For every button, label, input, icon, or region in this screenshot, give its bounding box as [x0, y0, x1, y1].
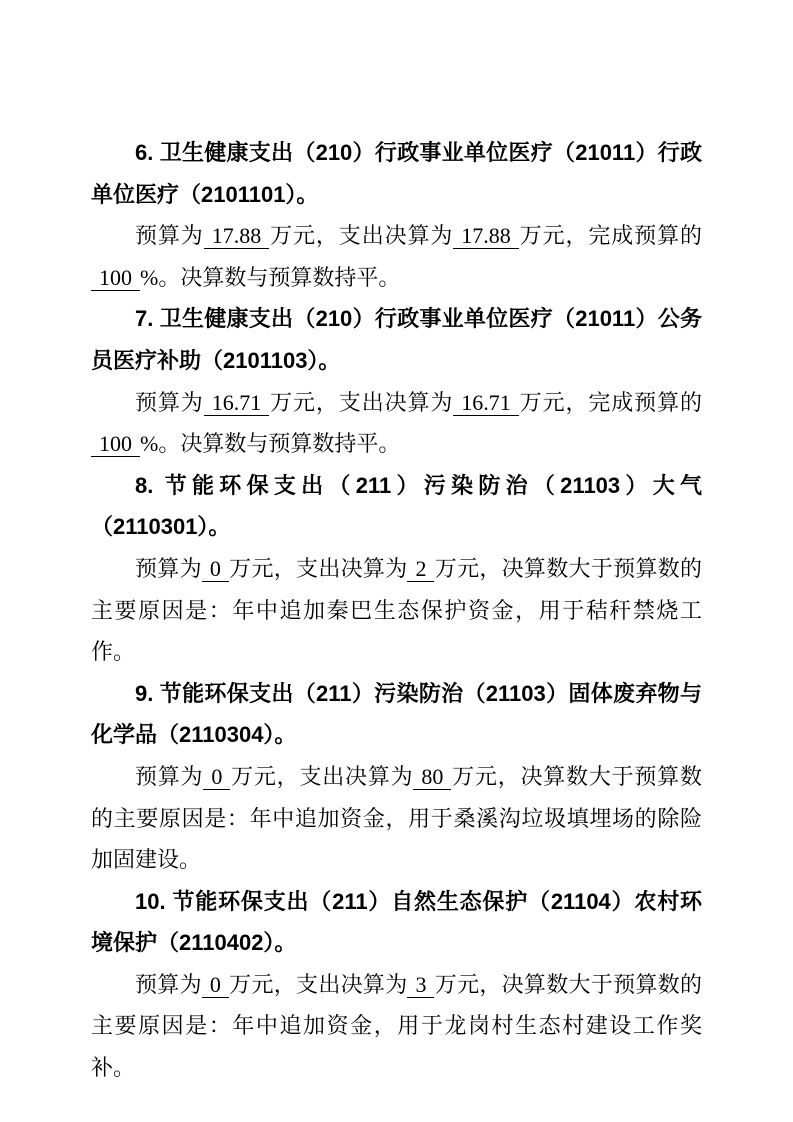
expenditure-label-text: 万元，支出决算为	[269, 223, 454, 249]
trailing-text: %。决算数与预算数持平。	[140, 431, 401, 457]
expenditure-label-text: 万元，支出决算为	[230, 763, 414, 789]
section-10-heading: 10. 节能环保支出（211）自然生态保护（21104）农村环境保护（2110402）。	[91, 888, 702, 956]
budget-amount: 16.71	[204, 390, 270, 416]
expenditure-label-text: 万元，支出决算为	[269, 389, 454, 415]
final-amount: 80	[413, 764, 451, 790]
document-content	[91, 132, 702, 1089]
expenditure-label-text: 万元，支出决算为	[228, 555, 408, 581]
section-6-heading: 6. 卫生健康支出（210）行政事业单位医疗（21011）行政单位医疗（2101101）。	[91, 140, 702, 207]
final-amount: 3	[407, 972, 434, 998]
budget-label-text: 预算为	[135, 763, 204, 789]
budget-amount: 0	[202, 556, 229, 582]
completion-label-text: 万元，完成预算的	[518, 223, 702, 249]
completion-label-text: 万元，完成预算的	[518, 389, 702, 415]
expenditure-label-text: 万元，支出决算为	[228, 971, 408, 997]
budget-amount: 17.88	[204, 223, 270, 249]
budget-label-text: 预算为	[135, 971, 202, 997]
completion-percent: 100	[91, 265, 140, 291]
section-7-heading: 7. 卫生健康支出（210）行政事业单位医疗（21011）公务员医疗补助（2101103）。	[91, 306, 702, 373]
budget-label-text: 预算为	[135, 555, 202, 581]
section-9	[91, 673, 702, 881]
budget-label-text: 预算为	[135, 389, 204, 415]
section-9-body	[91, 756, 702, 881]
budget-label-text: 预算为	[135, 223, 204, 249]
final-amount: 17.88	[453, 223, 519, 249]
trailing-text: 万元，决算数大于预算数的主要原因是：年中追加秦巴生态保护资金，用于秸秆禁烧工作。	[91, 555, 702, 665]
section-8	[91, 465, 702, 673]
budget-amount: 0	[203, 764, 230, 790]
section-6-body	[91, 215, 702, 298]
section-8-body	[91, 548, 702, 673]
final-amount: 16.71	[453, 390, 519, 416]
section-7-body	[91, 382, 702, 465]
section-8-heading: 8. 节能环保支出（211）污染防治（21103）大气（2110301）。	[91, 472, 702, 540]
section-10	[91, 881, 702, 1089]
budget-amount: 0	[202, 972, 229, 998]
section-7	[91, 298, 702, 464]
trailing-text: 万元，决算数大于预算数的主要原因是：年中追加资金，用于龙岗村生态村建设工作奖补。	[91, 971, 702, 1081]
trailing-text: 万元，决算数大于预算数的主要原因是：年中追加资金，用于桑溪沟垃圾填埋场的除险加固建设。	[91, 763, 702, 873]
final-amount: 2	[407, 556, 434, 582]
completion-percent: 100	[91, 431, 140, 457]
section-10-body	[91, 964, 702, 1089]
trailing-text: %。决算数与预算数持平。	[140, 264, 401, 290]
section-9-heading: 9. 节能环保支出（211）污染防治（21103）固体废弃物与化学品（2110304）。	[91, 680, 702, 748]
section-6	[91, 132, 702, 298]
